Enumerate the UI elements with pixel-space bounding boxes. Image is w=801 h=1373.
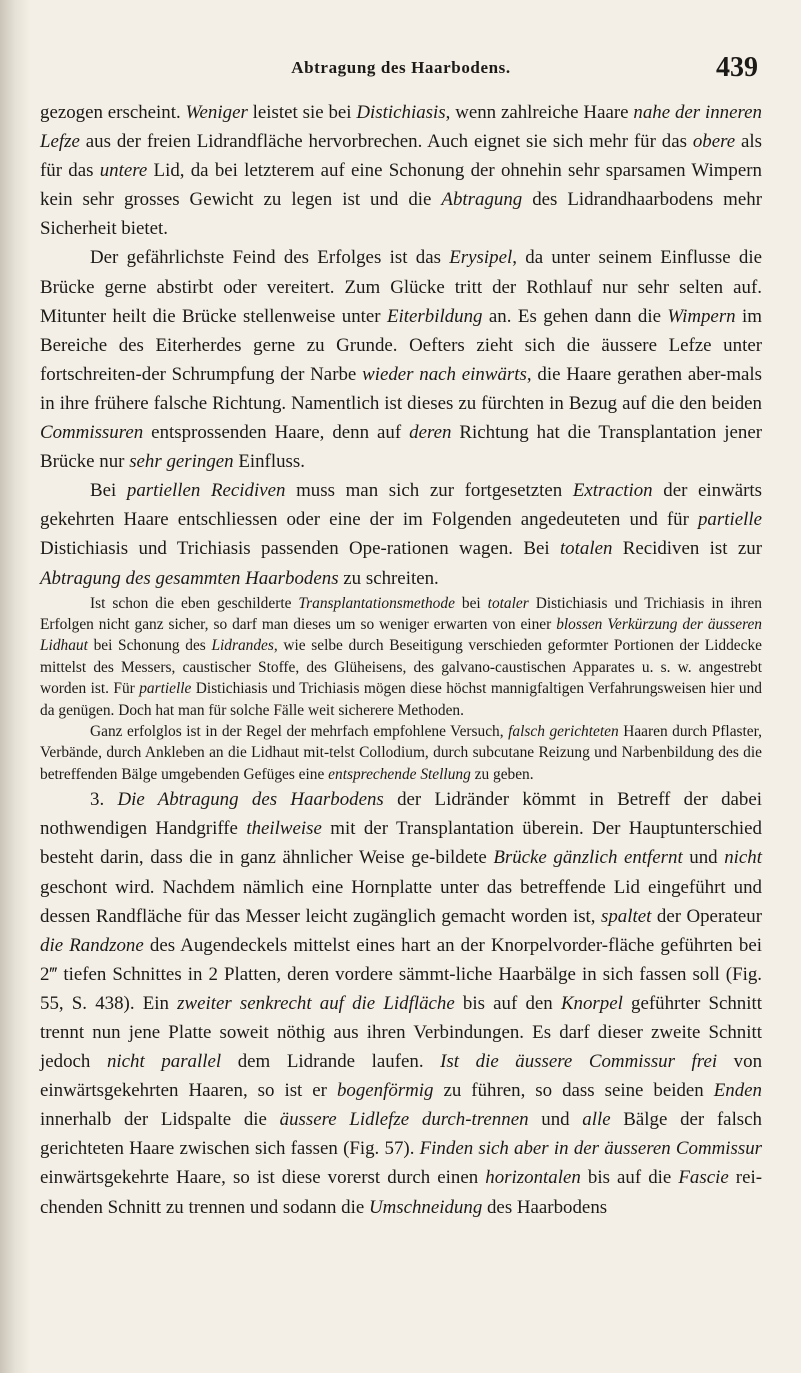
text-run: mit der Transplantation überein. Der Hauptunterschied besteht darin, dass die in ganz ähnlicher Weise ge-bildete [40,818,763,869]
italic-text-run: untere [99,160,148,182]
italic-text-run: deren [409,422,452,444]
page-number: 439 [716,52,758,83]
italic-text-run: Fascie [678,1167,729,1189]
text-run: Recidiven ist zur [612,538,762,560]
paragraph-4 [40,785,762,1221]
paragraph-2 [40,243,762,476]
italic-text-run: entsprechende Stellung [328,765,471,783]
text-run: Distichiasis und Trichiasis passenden Ope-rationen wagen. Bei [40,538,560,560]
text-run: geführter Schnitt trennt nun jene Platte soweit nöthig aus ihren Verbindungen. Es darf dieser zweite Schnitt jedoch [40,992,762,1073]
text-run: bei Schonung des [87,637,212,655]
text-run: Distichiasis und Trichiasis mögen diese höchst mannigfaltigen Verfahrungsweisen hier und da genügen. Doch hat man für solche Fälle weit sicherere Methoden. [40,680,762,719]
text-run: des Haarbodens [482,1196,608,1218]
italic-text-run: Eiterbildung [387,305,483,327]
running-title: Abtragung des Haarbodens. [291,58,511,77]
text-run: des Lidrandhaarbodens mehr Sicherheit bietet. [40,189,762,240]
text-run: entsprossenden Haare, denn auf [143,422,410,444]
text-run: des Augendeckels mittelst eines hart an der Knorpelvorder-fläche geführten bei 2‴ tiefen Schnittes in 2 Platten, deren vordere sämmt-liche Haarbälge in sich fassen soll (Fig. 55, S. 438). Ein [40,934,762,1014]
italic-text-run: blossen Verkürzung der äusseren Lidhaut [40,616,763,655]
paragraph-3 [40,476,762,592]
italic-text-run: falsch gerichteten [508,723,619,741]
text-run: als für das [40,131,762,182]
text-run: von einwärtsgekehrten Haaren, so ist er [40,1051,763,1102]
text-run: einwärtsgekehrte Haare, so ist diese vorerst durch einen [40,1167,486,1189]
italic-text-run: wieder nach einwärts [362,363,527,385]
italic-text-run: Commissuren [40,422,144,444]
text-run: der Operateur [651,905,762,927]
italic-text-run: Die Abtragung des Haarbodens [117,789,384,811]
text-run: Bei [90,480,127,502]
italic-text-run: Brücke gänzlich entfernt [493,847,683,869]
italic-text-run: Weniger [185,102,248,123]
italic-text-run: zweiter senkrecht auf die Lidfläche [177,992,455,1014]
italic-text-run: partielle [139,680,192,698]
text-run: Ist schon die eben geschilderte [90,594,299,612]
text-run: zu führen, so dass seine beiden [433,1080,714,1102]
text-run: , die Haare gerathen aber-mals in ihre frühere falsche Richtung. Namentlich ist dieses zu fürchten in Bezug auf die den beiden [40,363,763,414]
italic-text-run: partiellen Recidiven [126,480,286,502]
text-run: Einfluss. [233,451,305,473]
text-run: , da unter seinem Einflusse die Brücke gerne abstirbt oder vereitert. Zum Glücke tritt der Rothlauf nur sehr selten auf. Mitunter heilt die Brücke stellenweise unter [40,247,763,327]
text-run: Lid, da bei letzterem auf eine Schonung der ohnehin sehr sparsamen Wimpern kein sehr grosses Gewicht zu legen ist und die [40,160,763,211]
italic-text-run: partielle [697,509,762,531]
text-run: innerhalb der Lidspalte die [40,1109,280,1131]
italic-text-run: bogenförmig [336,1080,434,1102]
text-run: Richtung hat die Transplantation jener Brücke nur [40,422,762,473]
page-header [40,52,762,88]
italic-text-run: horizontalen [485,1167,581,1189]
text-run: und [528,1109,583,1131]
italic-text-run: sehr geringen [129,451,234,473]
text-run: 3. [90,789,118,811]
text-run: bei [454,594,488,612]
italic-text-run: die Randzone [40,934,144,956]
italic-text-run: Wimpern [667,305,736,327]
italic-text-run: nahe der inneren Lefze [40,102,762,153]
italic-text-run: Transplantationsmethode [298,594,455,612]
italic-text-run: Finden sich aber in der äusseren Commissur [419,1138,762,1160]
text-run: zu geben. [470,765,534,783]
text-run: geschont wird. Nachdem nämlich eine Hornplatte unter das betreffende Lid eingeführt und dessen Randfläche für das Messer leicht zugänglich gemacht worden ist, [40,876,762,927]
italic-text-run: nicht [724,847,762,869]
text-run: im Bereiche des Eiterherdes gerne zu Grunde. Oefters zieht sich die äussere Lefze unter fortschreiten-der Schrumpfung der Narbe [40,305,762,385]
italic-text-run: spaltet [601,905,652,927]
text-run: rei-chenden Schnitt zu trennen und sodann die [40,1167,763,1218]
text-run: der einwärts gekehrten Haare entschliessen oder eine der im Folgenden angedeuteten und für [40,480,763,531]
text-run: zu schreiten. [338,567,439,589]
italic-text-run: Abtragung des gesammten Haarbodens [40,567,339,589]
text-run: Ganz erfolglos ist in der Regel der mehrfach empfohlene Versuch, [90,723,509,741]
text-run: gezogen erscheint. [40,102,186,123]
italic-text-run: Umschneidung [368,1196,483,1218]
text-run: an. Es gehen dann die [482,305,668,327]
text-run: Haaren durch Pflaster, Verbände, durch Ankleben an die Lidhaut mit-telst Collodium, durch subcutane Reizung und Narbenbildung des die betreffenden Bälge umgebenden Gefüges eine [40,723,762,783]
italic-text-run: Distichiasis [356,102,446,123]
text-run: der Lidränder kömmt in Betreff der dabei nothwendigen Handgriffe [40,789,762,840]
text-run: , wie selbe durch Beseitigung verschieden geformter Portionen der Liddecke mittelst des Messers, caustischer Stoffe, des Glüheisens, des galvano-caustischen Apparates u. s. w. angestrebt worden ist. Für [40,637,762,698]
text-run: Der gefährlichste Feind des Erfolges ist das [90,247,450,269]
italic-text-run: theilweise [246,818,322,840]
italic-text-run: totaler [487,594,529,612]
italic-text-run: nicht parallel [106,1051,222,1073]
text-run: bis auf den [454,992,561,1014]
text-run: , wenn zahlreiche Haare [445,102,634,123]
italic-text-run: Abtragung [441,189,523,211]
text-run: dem Lidrande laufen. [221,1051,441,1073]
text-run: Bälge der falsch gerichteten Haare zwischen sich fassen (Fig. 57). [40,1109,762,1160]
text-run: muss man sich zur fortgesetzten [285,480,573,502]
text-run: aus der freien Lidrandfläche hervorbrechen. Auch eignet sie sich mehr für das [79,131,693,153]
italic-text-run: Extraction [572,480,653,502]
paragraph-small-1 [40,593,762,721]
paragraph-1 [40,98,762,243]
text-run: leistet sie bei [247,102,357,123]
body-text [40,98,762,1222]
text-run: Distichiasis und Trichiasis in ihren Erfolgen nicht ganz sicher, so darf man dieses um so weniger erwarten von einer [40,594,762,633]
italic-text-run: obere [692,131,736,153]
italic-text-run: Ist die äussere Commissur frei [440,1051,718,1073]
italic-text-run: alle [582,1109,611,1131]
italic-text-run: Erysipel [449,247,513,269]
paragraph-small-2 [40,721,762,785]
italic-text-run: äussere Lidlefze durch-trennen [279,1109,529,1131]
italic-text-run: Lidrandes [211,637,274,655]
text-run: und [682,847,725,869]
page-gutter-shadow [0,0,30,1373]
text-run: bis auf die [580,1167,679,1189]
italic-text-run: Enden [713,1080,762,1102]
italic-text-run: Knorpel [560,992,623,1014]
italic-text-run: totalen [559,538,613,560]
